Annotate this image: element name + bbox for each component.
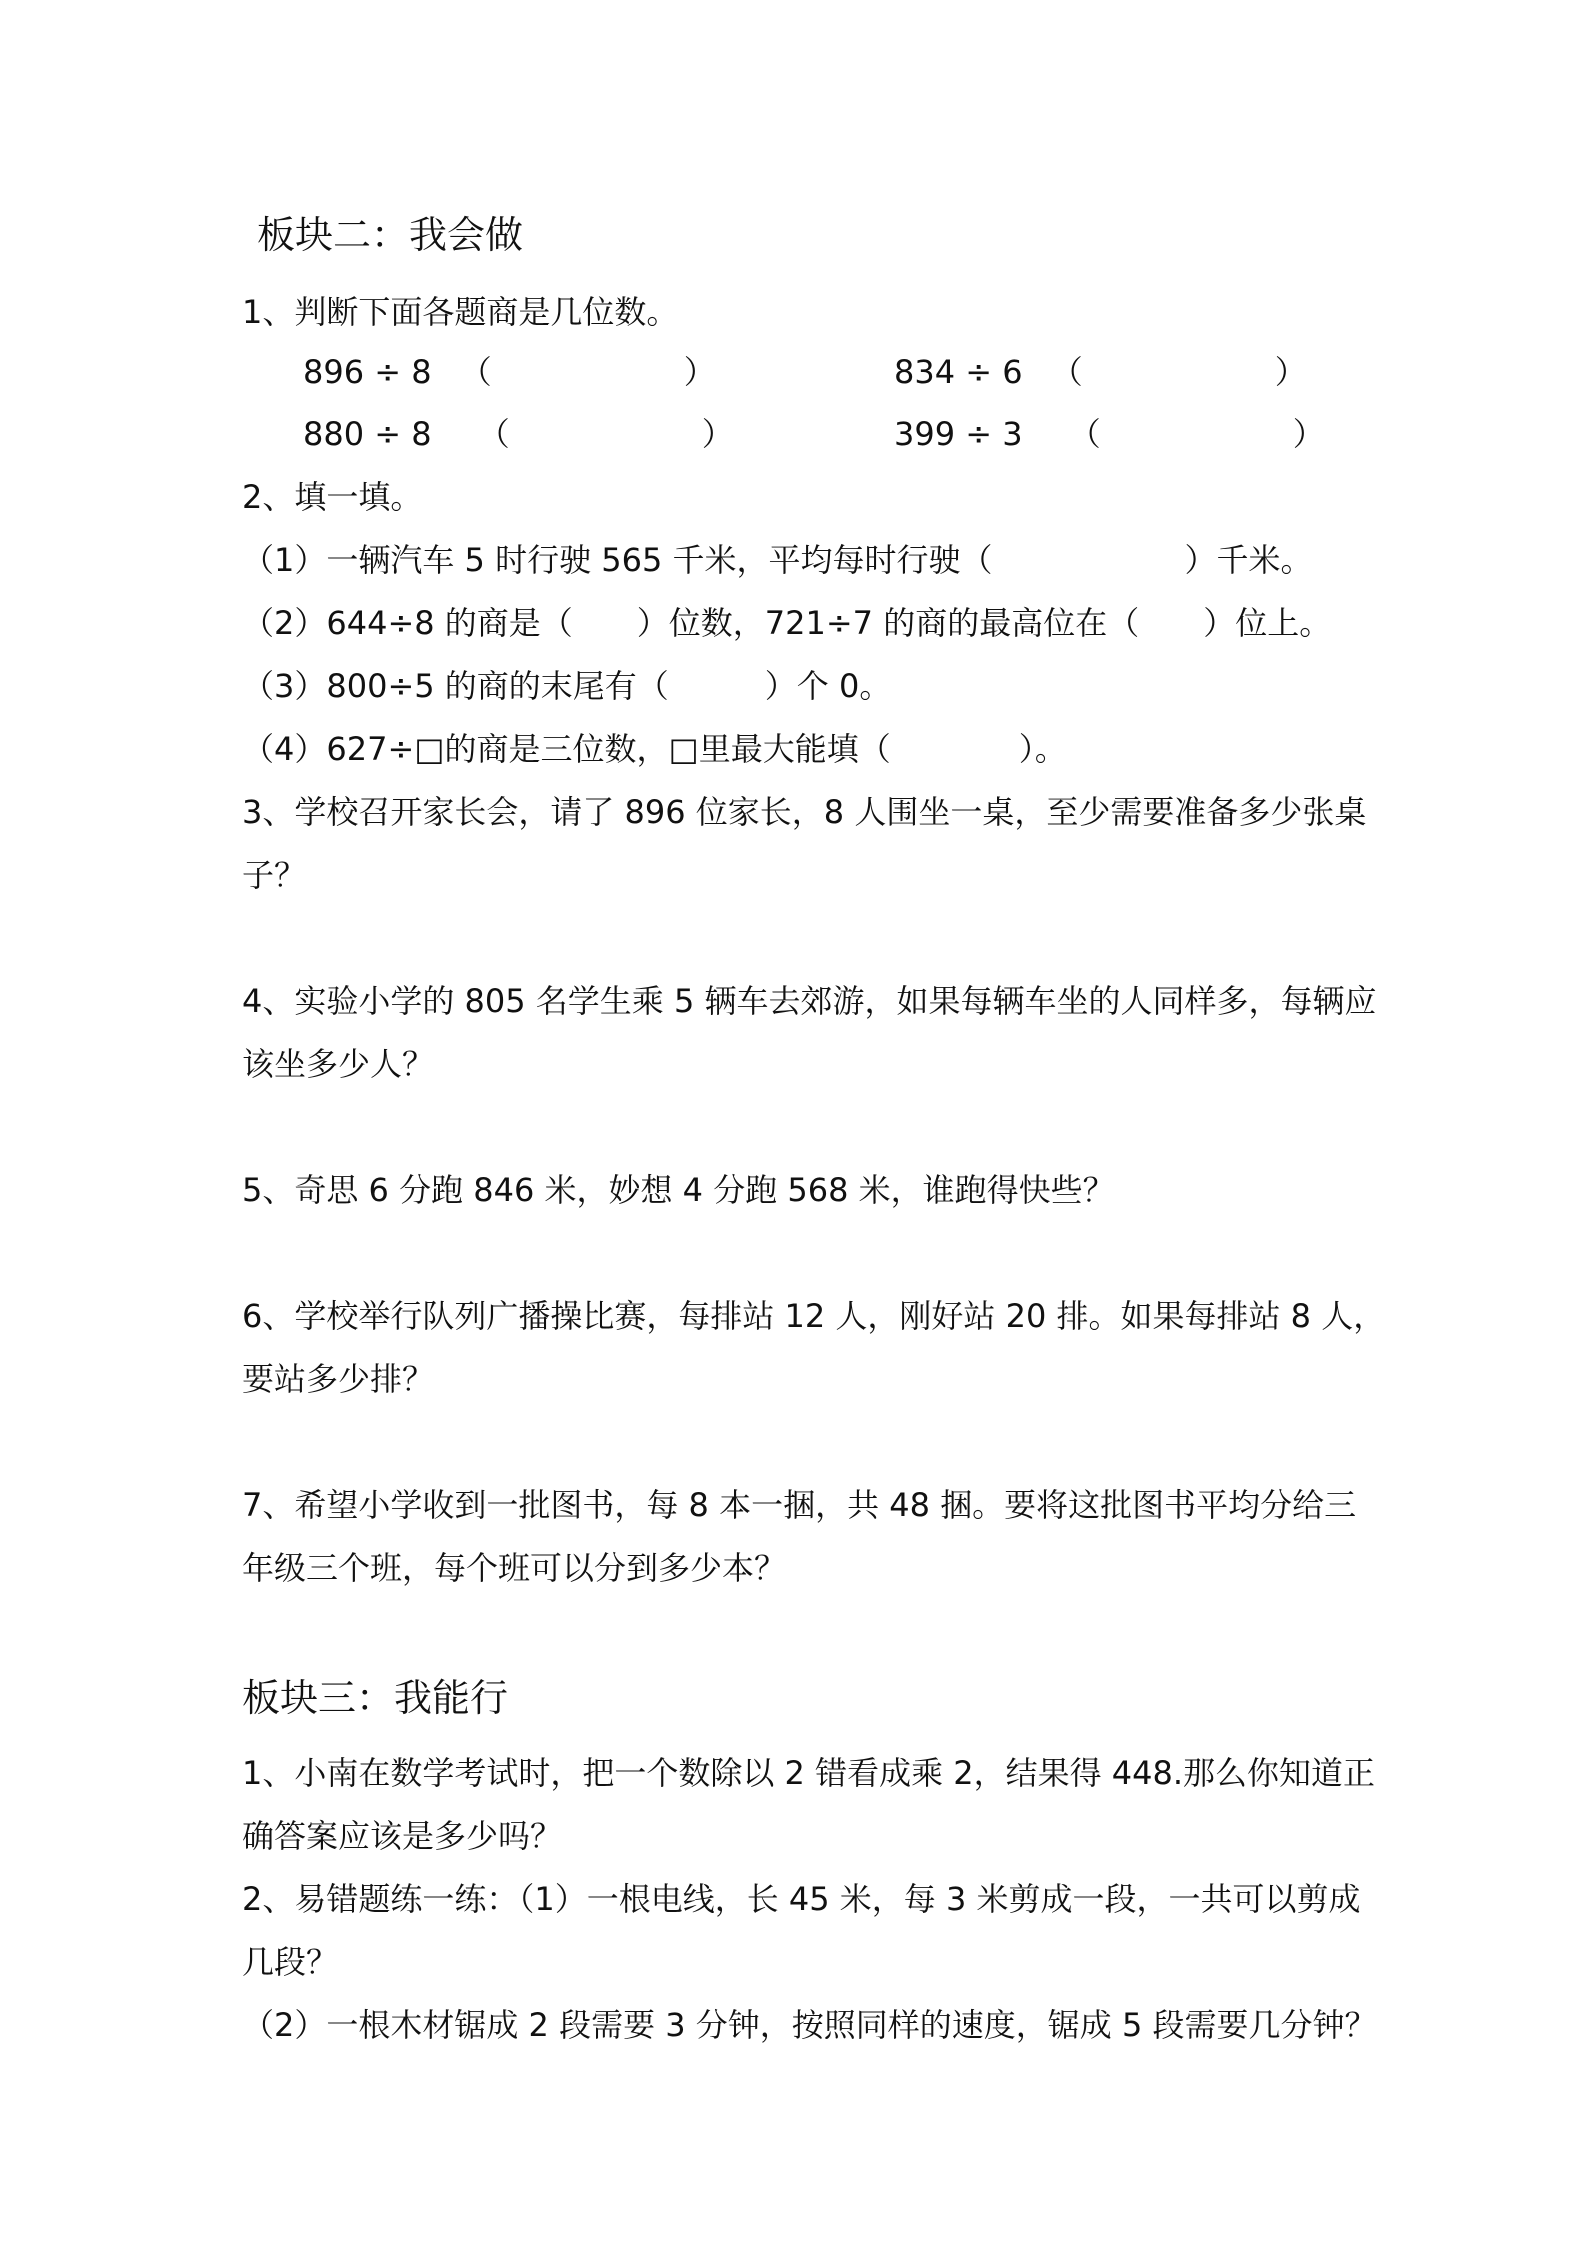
answer-blank: （ ） xyxy=(1050,353,1307,391)
answer-blank: （ ） xyxy=(459,353,716,391)
fill-item-1: （1）一辆汽车 5 时行驶 565 千米，平均每时行驶（ ）千米。 xyxy=(242,541,1313,579)
question-7-line-1: 7、希望小学收到一批图书，每 8 本一捆，共 48 捆。要将这批图书平均分给三 xyxy=(242,1486,1357,1524)
fill-item-4: （4）627÷□的商是三位数，□里最大能填（ ）。 xyxy=(242,730,1067,768)
section-3-question-1-line-2: 确答案应该是多少吗？ xyxy=(242,1817,563,1855)
fill-item-3: （3）800÷5 的商的末尾有（ ）个 0。 xyxy=(242,667,892,705)
question-7-line-2: 年级三个班，每个班可以分到多少本？ xyxy=(242,1549,787,1587)
answer-blank: （ ） xyxy=(1068,415,1325,453)
calc-item-2 xyxy=(894,352,1307,392)
fill-item-2: （2）644÷8 的商是（ ）位数，721÷7 的商的最高位在（ ）位上。 xyxy=(242,604,1332,642)
calc-expression: 834 ÷ 6 xyxy=(894,353,1023,391)
answer-blank: （ ） xyxy=(477,415,734,453)
question-3-line-2: 子？ xyxy=(242,856,307,894)
question-6-line-2: 要站多少排？ xyxy=(242,1360,435,1398)
calc-item-4 xyxy=(894,414,1325,454)
section-3-title: 板块三：我能行 xyxy=(242,1676,509,1720)
calc-item-3 xyxy=(303,414,734,454)
calc-item-1 xyxy=(303,352,716,392)
question-4-line-1: 4、实验小学的 805 名学生乘 5 辆车去郊游，如果每辆车坐的人同样多，每辆应 xyxy=(242,982,1377,1020)
section-3-question-2-line-1: 2、易错题练一练：（1）一根电线，长 45 米，每 3 米剪成一段，一共可以剪成 xyxy=(242,1880,1361,1918)
question-6-line-1: 6、学校举行队列广播操比赛，每排站 12 人，刚好站 20 排。如果每排站 8 人， xyxy=(242,1297,1386,1335)
question-5-line-1: 5、奇思 6 分跑 846 米，妙想 4 分跑 568 米，谁跑得快些？ xyxy=(242,1171,1115,1209)
calc-expression: 896 ÷ 8 xyxy=(303,353,432,391)
question-4-line-2: 该坐多少人？ xyxy=(242,1045,435,1083)
section-3-question-2-line-2: 几段？ xyxy=(242,1943,339,1981)
question-3-line-1: 3、学校召开家长会，请了 896 位家长，8 人围坐一桌，至少需要准备多少张桌 xyxy=(242,793,1367,831)
question-2-text: 2、填一填。 xyxy=(242,478,423,516)
section-2-title: 板块二：我会做 xyxy=(257,213,524,257)
calc-expression: 880 ÷ 8 xyxy=(303,415,432,453)
question-1-text: 1、判断下面各题商是几位数。 xyxy=(242,293,679,331)
section-3-question-2-line-3: （2）一根木材锯成 2 段需要 3 分钟，按照同样的速度，锯成 5 段需要几分钟？ xyxy=(242,2006,1377,2044)
section-3-question-1-line-1: 1、小南在数学考试时，把一个数除以 2 错看成乘 2，结果得 448.那么你知道正 xyxy=(242,1754,1376,1792)
calc-expression: 399 ÷ 3 xyxy=(894,415,1023,453)
